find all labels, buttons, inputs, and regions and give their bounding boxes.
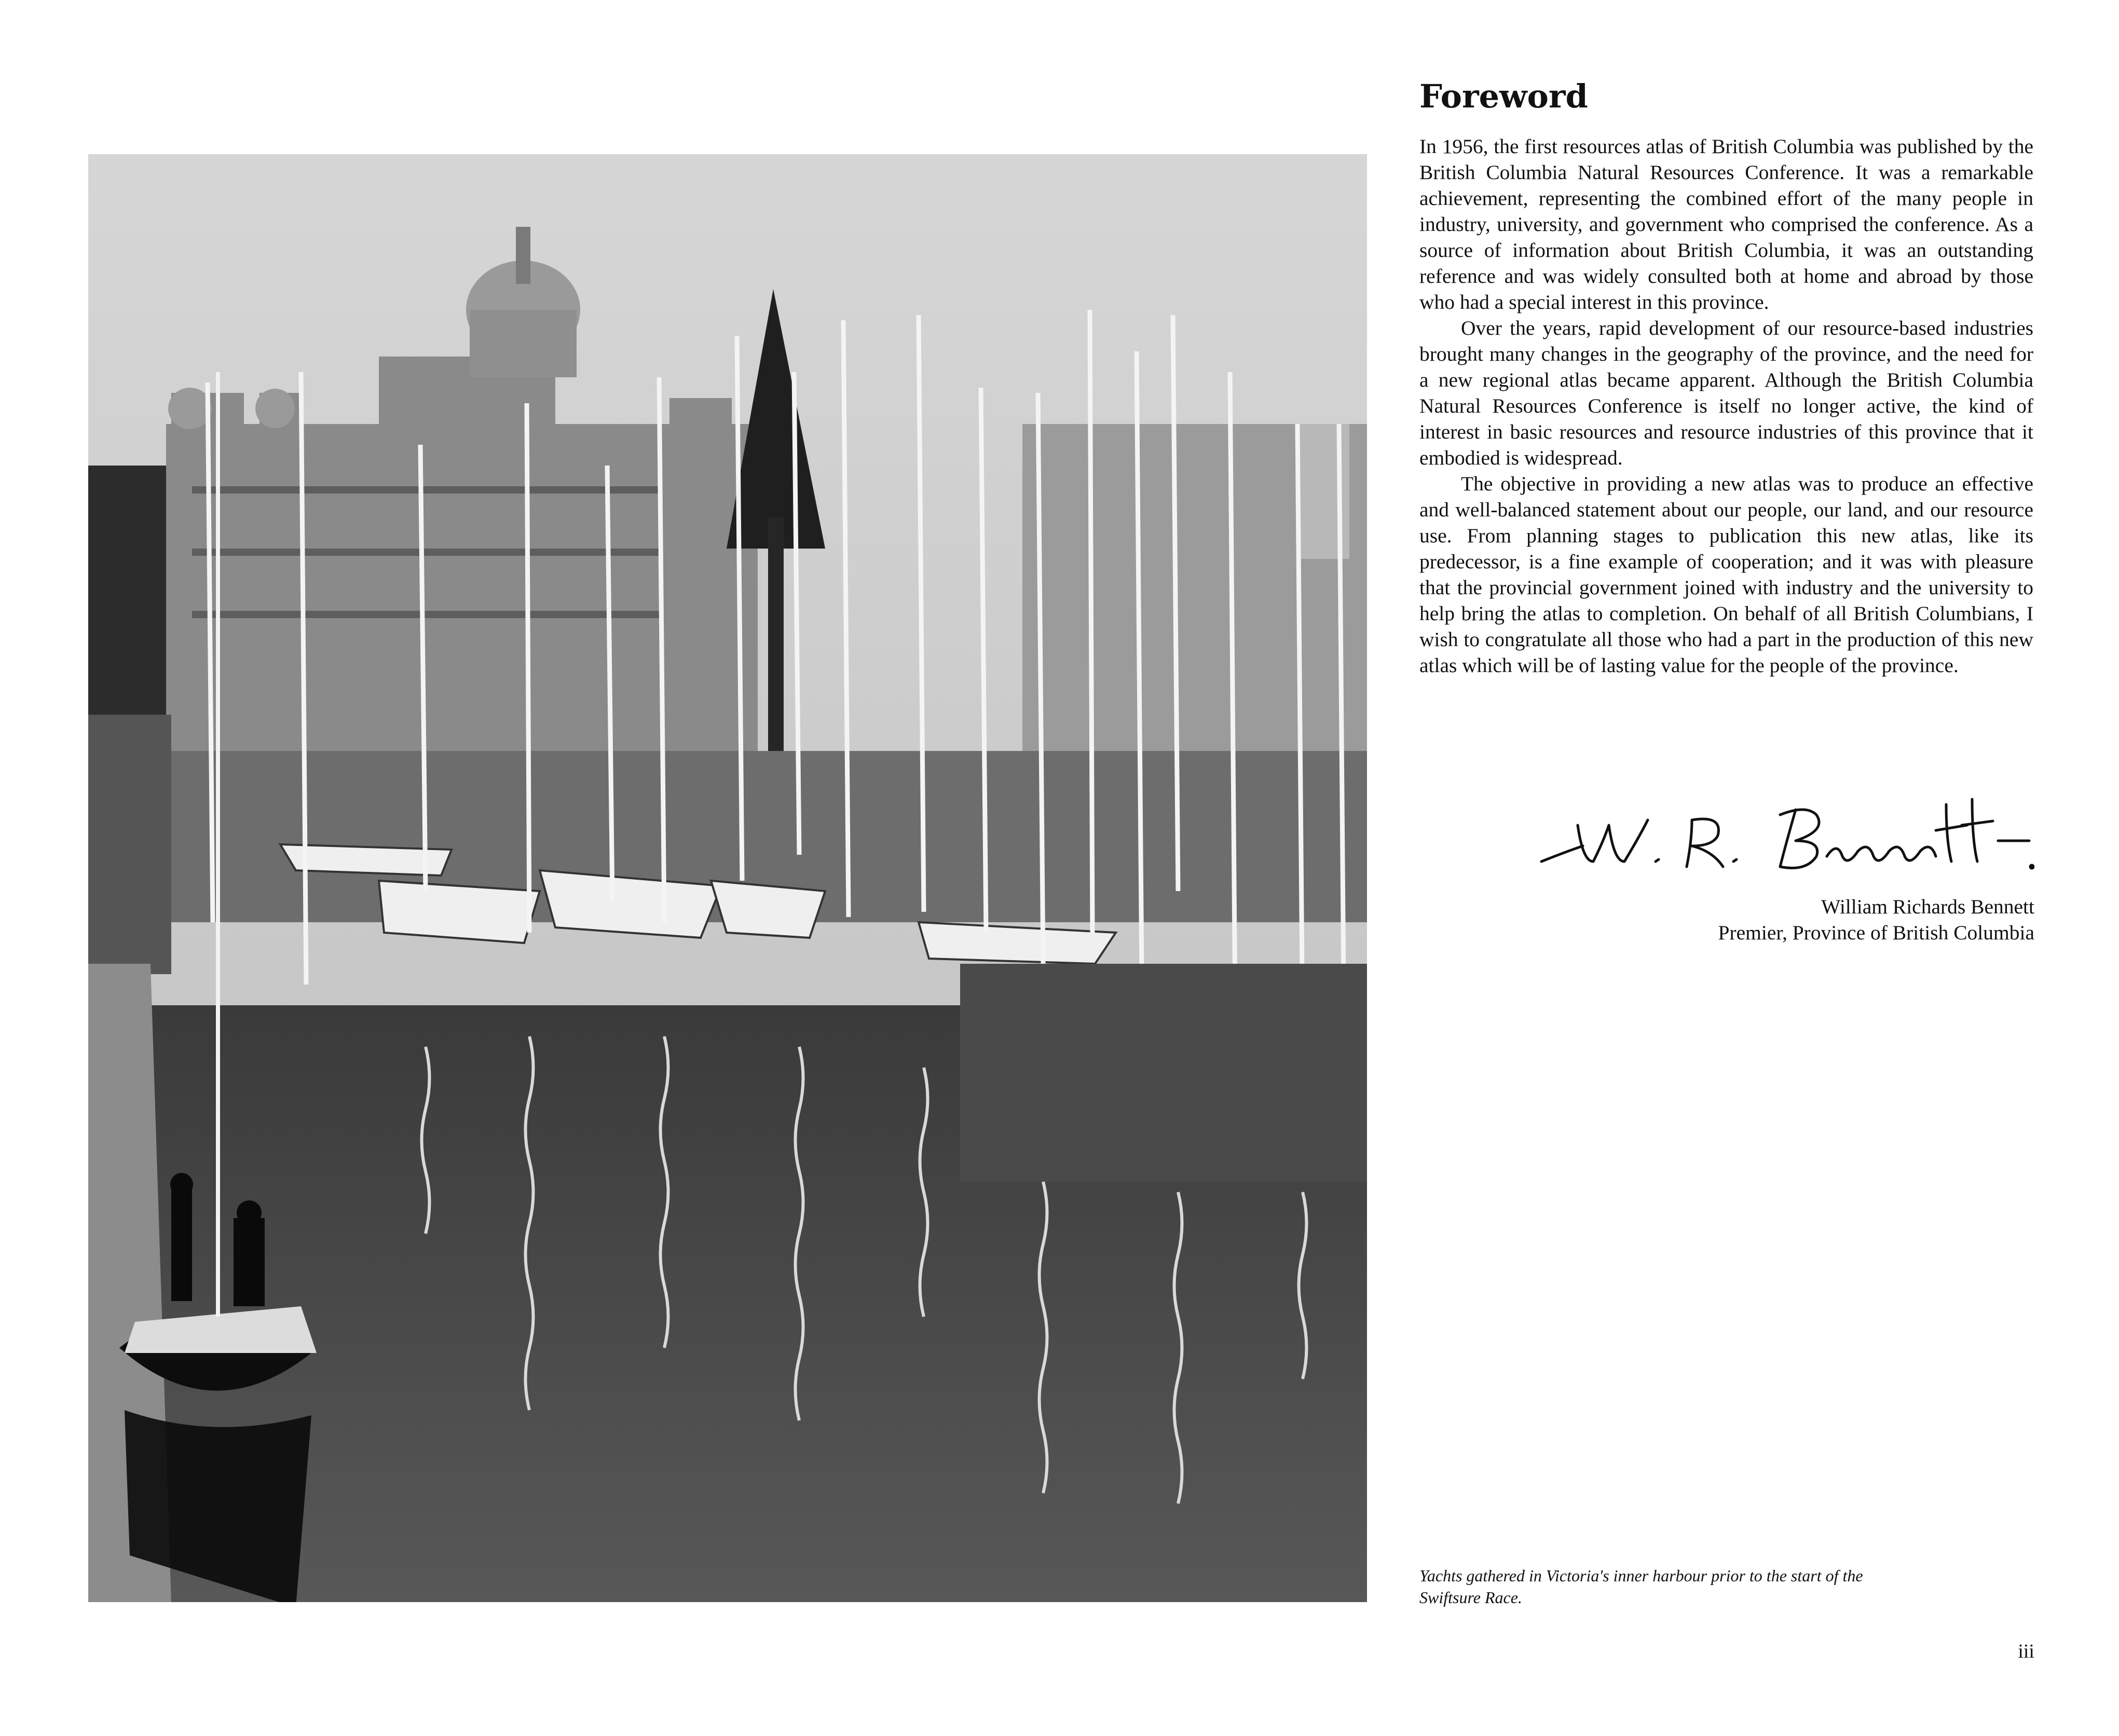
- foreword-text: [1419, 78, 2033, 678]
- page-title: Foreword: [1419, 77, 1588, 115]
- paragraph-1: In 1956, the first resources atlas of British Columbia was published by the British Columbia Natural Resources Conference. It was a remarkable achievement, representing the combined effort of the many people in industry, university, and government who comprised the conference. As a source of information about British Columbia, it was an outstanding reference and was widely consulted both at home and abroad by those who had a special interest in this province.: [1419, 135, 2033, 314]
- signer-name: William Richards Bennett: [1821, 895, 2034, 918]
- page-number: iii: [2018, 1641, 2034, 1662]
- paragraph-2: Over the years, rapid development of our resource-based industries brought many changes in the geography of the province, and the need for a new regional atlas became apparent. Although the British Columbia Natural Resources Conference is itself no longer active, the kind of interest in basic resources and resource industries of this province that it embodied is widespread.: [1419, 317, 2033, 470]
- photo-caption: Yachts gathered in Victoria's inner harbour prior to the start of the Swiftsure Race.: [1419, 1566, 1863, 1607]
- harbour-photo: [88, 154, 1367, 1602]
- paragraph-3: The objective in providing a new atlas was to produce an effective and well-balanced statement about our people, our land, and our resource use. From planning stages to publication this new atlas, like its predecessor, is a fine example of cooperation; and it was with pleasure that the provincial government joined with industry and the university to help bring the atlas to completion. On behalf of all British Columbians, I wish to congratulate all those who had a part in the production of this new atlas which will be of lasting value for the people of the province.: [1419, 472, 2033, 677]
- signer-block: [1718, 894, 2035, 946]
- handwritten-signature: [1536, 784, 2034, 887]
- signer-title: Premier, Province of British Columbia: [1718, 921, 2034, 944]
